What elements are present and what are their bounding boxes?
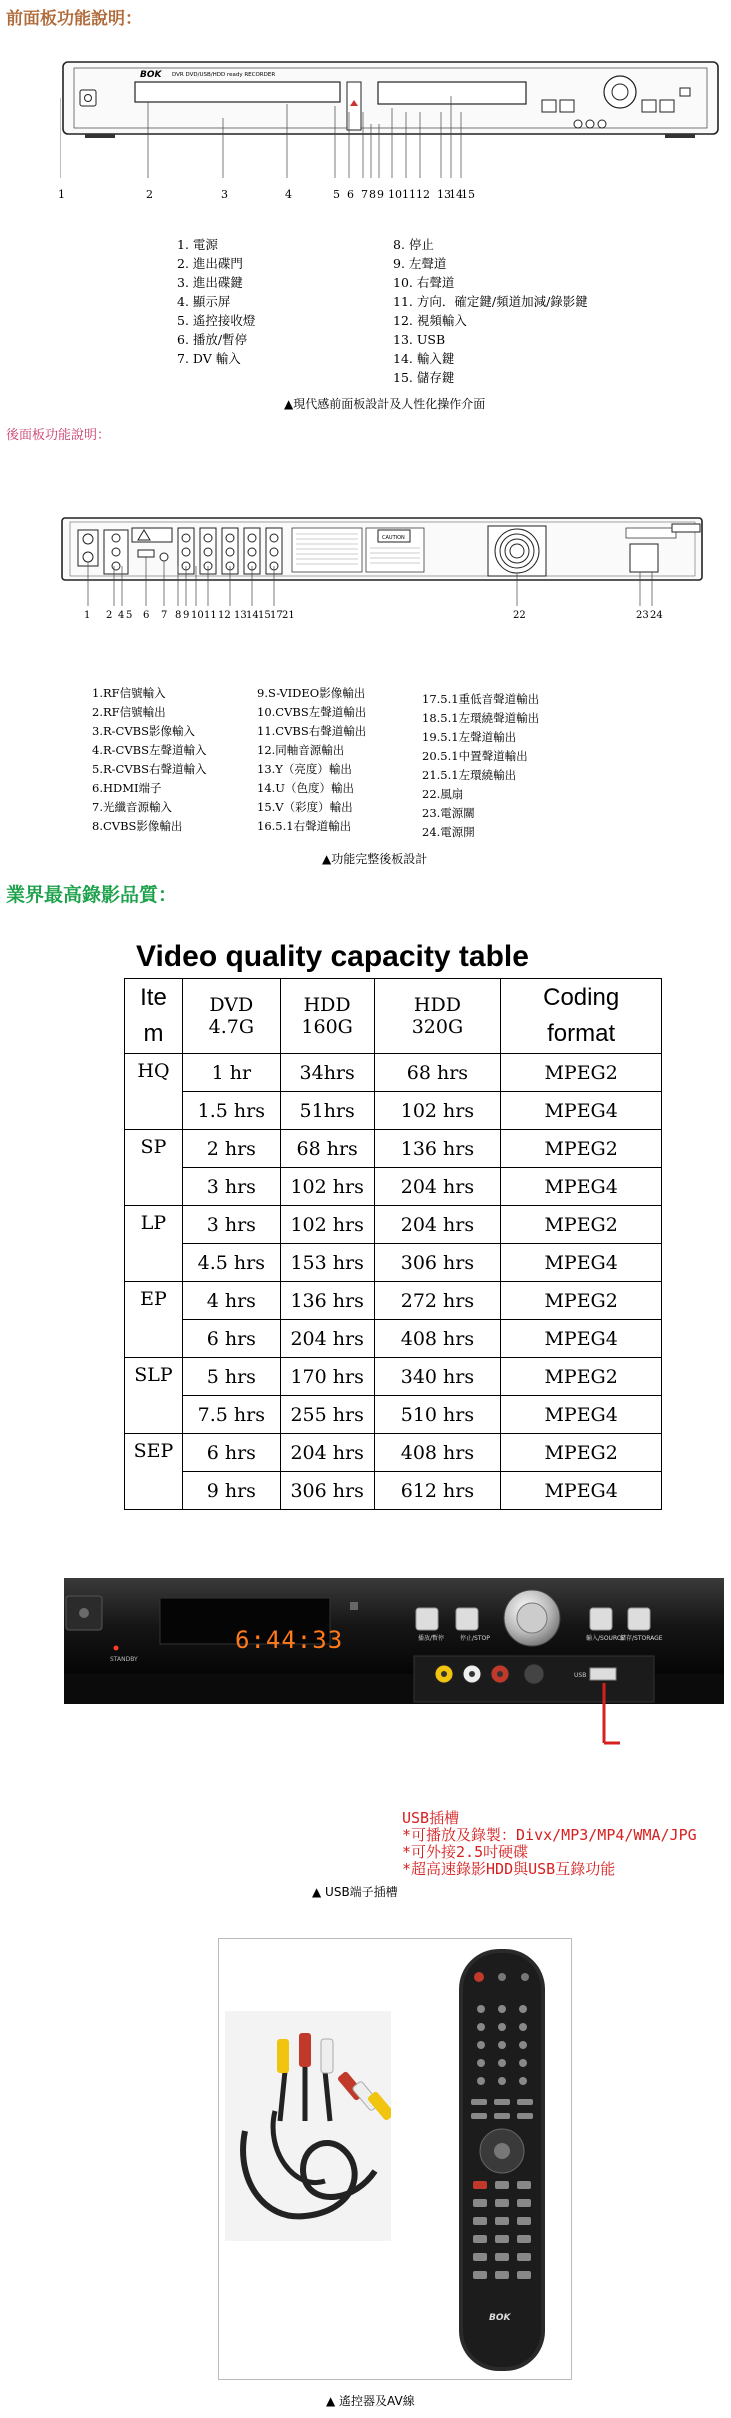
- callout: 5: [126, 610, 133, 621]
- usb-note-line: USB插槽: [402, 1809, 460, 1827]
- list-item: 22.風扇: [422, 787, 464, 801]
- storage-label: 儲存/STORAGE: [620, 1635, 663, 1642]
- table-cell: 102 hrs: [280, 1168, 374, 1206]
- table-cell: 204 hrs: [374, 1168, 501, 1206]
- list-item: 3.R-CVBS影像輸入: [92, 724, 195, 738]
- callout: 7: [161, 610, 168, 621]
- table-cell: MPEG2: [501, 1130, 662, 1168]
- table-cell: 255 hrs: [280, 1396, 374, 1434]
- callout: 7: [361, 188, 368, 201]
- table-row: [125, 1434, 662, 1472]
- callout: 6: [347, 188, 354, 201]
- table-cell: 3 hrs: [182, 1206, 280, 1244]
- list-item: 7.光纖音源輸入: [92, 800, 172, 814]
- table-cell: 1 hr: [182, 1054, 280, 1092]
- stop-label: 停止/STOP: [460, 1635, 490, 1642]
- list-item: 1.RF信號輸入: [92, 686, 166, 700]
- table-cell: 612 hrs: [374, 1472, 501, 1510]
- rear-caption: ▲功能完整後板設計: [322, 852, 428, 866]
- quality-section-title: 業界最高錄影品質：: [6, 884, 178, 906]
- table-row: [125, 1244, 662, 1282]
- table-cell: 136 hrs: [374, 1130, 501, 1168]
- callout: 15: [461, 188, 475, 201]
- callout: 14: [246, 610, 259, 621]
- list-item: 1. 電源: [177, 237, 218, 252]
- mode-cell: LP: [125, 1206, 183, 1282]
- list-item: 13. USB: [393, 332, 446, 347]
- table-cell: 340 hrs: [374, 1358, 501, 1396]
- table-cell: MPEG4: [501, 1320, 662, 1358]
- list-item: 5.R-CVBS右聲道輸入: [92, 762, 207, 776]
- list-item: 15.V（彩度）輸出: [257, 800, 353, 814]
- callout: 17: [270, 610, 283, 621]
- callout: 12: [218, 610, 231, 621]
- table-row: [125, 1282, 662, 1320]
- callout: 22: [513, 610, 526, 621]
- table-cell: 306 hrs: [374, 1244, 501, 1282]
- callout: 1: [58, 188, 65, 201]
- list-item: 6. 播放/暫停: [177, 332, 248, 347]
- table-row: [125, 1168, 662, 1206]
- table-cell: 2 hrs: [182, 1130, 280, 1168]
- list-item: 19.5.1左聲道輸出: [422, 730, 517, 744]
- front-brand-logo: BOK: [140, 70, 162, 80]
- list-item: 4.R-CVBS左聲道輸入: [92, 743, 207, 757]
- usb-note-line: *可外接2.5吋硬碟: [402, 1843, 529, 1861]
- list-item: 14.U（色度）輸出: [257, 781, 354, 795]
- list-item: 4. 顯示屏: [177, 294, 231, 309]
- callout: 4: [285, 188, 292, 201]
- list-item: 3. 進出碟鍵: [177, 275, 243, 290]
- table-cell: 102 hrs: [374, 1092, 501, 1130]
- rear-items-col3: [422, 690, 539, 842]
- header-cell: Coding format: [501, 979, 662, 1054]
- table-row: [125, 1054, 662, 1092]
- list-item: 2.RF信號輸出: [92, 705, 166, 719]
- list-item: 21.5.1左環繞輸出: [422, 768, 517, 782]
- callout: 8: [369, 188, 376, 201]
- table-cell: 51hrs: [280, 1092, 374, 1130]
- table-cell: 6 hrs: [182, 1320, 280, 1358]
- table-cell: 3 hrs: [182, 1168, 280, 1206]
- callout: 4: [118, 610, 125, 621]
- table-row: [125, 1358, 662, 1396]
- table-cell: 34hrs: [280, 1054, 374, 1092]
- video-quality-table: [124, 978, 662, 1510]
- callout: 14: [449, 188, 463, 201]
- table-title: Video quality capacity table: [136, 940, 529, 973]
- table-cell: MPEG4: [501, 1168, 662, 1206]
- list-item: 11.CVBS右聲道輸出: [257, 724, 367, 738]
- table-cell: 68 hrs: [374, 1054, 501, 1092]
- mode-cell: SP: [125, 1130, 183, 1206]
- callout: 24: [650, 610, 663, 621]
- device-photo: [64, 1578, 724, 1778]
- table-cell: 170 hrs: [280, 1358, 374, 1396]
- source-label: 輸入/SOURCE: [586, 1635, 625, 1642]
- callout: 13: [437, 188, 451, 201]
- front-panel-title: 前面板功能說明：: [6, 9, 142, 29]
- list-item: 23.電源關: [422, 806, 475, 820]
- usb-note: [402, 1810, 697, 1878]
- rear-panel-diagram: [60, 510, 710, 625]
- header-cell: Ite m: [125, 979, 183, 1054]
- list-item: 18.5.1左環繞聲道輸出: [422, 711, 540, 725]
- table-cell: MPEG4: [501, 1472, 662, 1510]
- table-row: [125, 1396, 662, 1434]
- table-cell: 136 hrs: [280, 1282, 374, 1320]
- table-cell: MPEG2: [501, 1282, 662, 1320]
- front-items-left: [177, 235, 255, 368]
- front-callout-numbers: [52, 188, 731, 202]
- table-cell: 1.5 hrs: [182, 1092, 280, 1130]
- table-cell: 5 hrs: [182, 1358, 280, 1396]
- usb-port-label: USB: [574, 1672, 587, 1679]
- mode-cell: SLP: [125, 1358, 183, 1434]
- callout: 2: [146, 188, 153, 201]
- table-row: [125, 1130, 662, 1168]
- list-item: 9. 左聲道: [393, 256, 447, 271]
- table-cell: 4 hrs: [182, 1282, 280, 1320]
- mode-cell: SEP: [125, 1434, 183, 1510]
- callout: 9: [377, 188, 384, 201]
- table-header-row: [125, 979, 662, 1054]
- callout: 8: [175, 610, 182, 621]
- front-model-text: DVR DVD/USB/HDD ready RECORDER: [172, 72, 276, 78]
- table-cell: 7.5 hrs: [182, 1396, 280, 1434]
- list-item: 10.CVBS左聲道輸出: [257, 705, 367, 719]
- table-cell: 4.5 hrs: [182, 1244, 280, 1282]
- list-item: 2. 進出碟門: [177, 256, 243, 271]
- list-item: 16.5.1右聲道輸出: [257, 819, 352, 833]
- av-cable-image: [225, 2011, 391, 2241]
- mode-cell: EP: [125, 1282, 183, 1358]
- list-item: 10. 右聲道: [393, 275, 455, 290]
- table-row: [125, 1320, 662, 1358]
- list-item: 9.S-VIDEO影像輸出: [257, 686, 366, 700]
- list-item: 8.CVBS影像輸出: [92, 819, 183, 833]
- table-cell: 272 hrs: [374, 1282, 501, 1320]
- accessories-frame: [218, 1938, 572, 2380]
- table-cell: MPEG2: [501, 1054, 662, 1092]
- usb-note-line: *可播放及錄製：Divx/MP3/MP4/WMA/JPG: [402, 1826, 697, 1844]
- table-cell: 306 hrs: [280, 1472, 374, 1510]
- usb-caption: ▲ USB端子插槽: [312, 1885, 398, 1899]
- callout: 11: [402, 188, 416, 201]
- table-cell: 408 hrs: [374, 1434, 501, 1472]
- table-row: [125, 1472, 662, 1510]
- table-cell: 204 hrs: [280, 1320, 374, 1358]
- accessories-caption: ▲ 遙控器及AV線: [326, 2394, 415, 2408]
- rear-items-col1: [92, 684, 206, 836]
- list-item: 12.同軸音源輸出: [257, 743, 345, 757]
- callout: 1: [84, 610, 91, 621]
- rear-callout-numbers: [60, 610, 720, 624]
- callout: 10: [388, 188, 402, 201]
- header-cell: HDD 160G: [280, 979, 374, 1054]
- table-cell: MPEG2: [501, 1358, 662, 1396]
- header-cell: DVD 4.7G: [182, 979, 280, 1054]
- mode-cell: HQ: [125, 1054, 183, 1130]
- callout: 11: [204, 610, 217, 621]
- rear-panel-title: 後面板功能說明：: [6, 428, 111, 443]
- table-cell: MPEG4: [501, 1244, 662, 1282]
- table-row: [125, 1092, 662, 1130]
- list-item: 14. 輸入鍵: [393, 351, 455, 366]
- front-panel-diagram: [60, 58, 725, 198]
- list-item: 6.HDMI端子: [92, 781, 162, 795]
- table-cell: 153 hrs: [280, 1244, 374, 1282]
- remote-brand-logo: BOK: [489, 2313, 511, 2323]
- callout: 23: [636, 610, 649, 621]
- callout: 15: [258, 610, 271, 621]
- remote-control: [457, 1947, 547, 2373]
- table-cell: MPEG2: [501, 1206, 662, 1244]
- callout: 12: [416, 188, 430, 201]
- list-item: 13.Y（亮度）輸出: [257, 762, 352, 776]
- table-cell: MPEG4: [501, 1396, 662, 1434]
- table-cell: MPEG4: [501, 1092, 662, 1130]
- list-item: 20.5.1中置聲道輸出: [422, 749, 528, 763]
- list-item: 7. DV 輸入: [177, 351, 241, 366]
- list-item: 11. 方向．確定鍵/頻道加減/錄影鍵: [393, 294, 588, 309]
- front-items-right: [393, 235, 588, 387]
- table-cell: 6 hrs: [182, 1434, 280, 1472]
- header-cell: HDD 320G: [374, 979, 501, 1054]
- list-item: 5. 遙控接收燈: [177, 313, 256, 328]
- table-cell: MPEG2: [501, 1434, 662, 1472]
- table-cell: 68 hrs: [280, 1130, 374, 1168]
- table-cell: 510 hrs: [374, 1396, 501, 1434]
- callout: 10: [191, 610, 204, 621]
- table-cell: 102 hrs: [280, 1206, 374, 1244]
- table-cell: 204 hrs: [374, 1206, 501, 1244]
- rear-items-col2: [257, 684, 366, 836]
- callout: 3: [221, 188, 228, 201]
- callout: 9: [183, 610, 190, 621]
- list-item: 17.5.1重低音聲道輸出: [422, 692, 540, 706]
- list-item: 15. 儲存鍵: [393, 370, 455, 385]
- callout: 5: [333, 188, 340, 201]
- usb-note-line: *超高速錄影HDD與USB互錄功能: [402, 1860, 616, 1878]
- front-caption: ▲現代感前面板設計及人性化操作介面: [284, 397, 486, 411]
- list-item: 24.電源開: [422, 825, 475, 839]
- callout: 2: [106, 610, 113, 621]
- caution-label: CAUTION: [382, 535, 405, 541]
- callout: 21: [282, 610, 295, 621]
- table-cell: 408 hrs: [374, 1320, 501, 1358]
- standby-label: STANDBY: [110, 1656, 138, 1663]
- play-pause-label: 播放/暫停: [418, 1635, 445, 1642]
- callout: 6: [143, 610, 150, 621]
- led-display-time: 6:44:33: [235, 1626, 344, 1654]
- list-item: 8. 停止: [393, 237, 434, 252]
- list-item: 12. 視頻輸入: [393, 313, 467, 328]
- callout: 13: [234, 610, 247, 621]
- table-cell: 9 hrs: [182, 1472, 280, 1510]
- table-row: [125, 1206, 662, 1244]
- table-cell: 204 hrs: [280, 1434, 374, 1472]
